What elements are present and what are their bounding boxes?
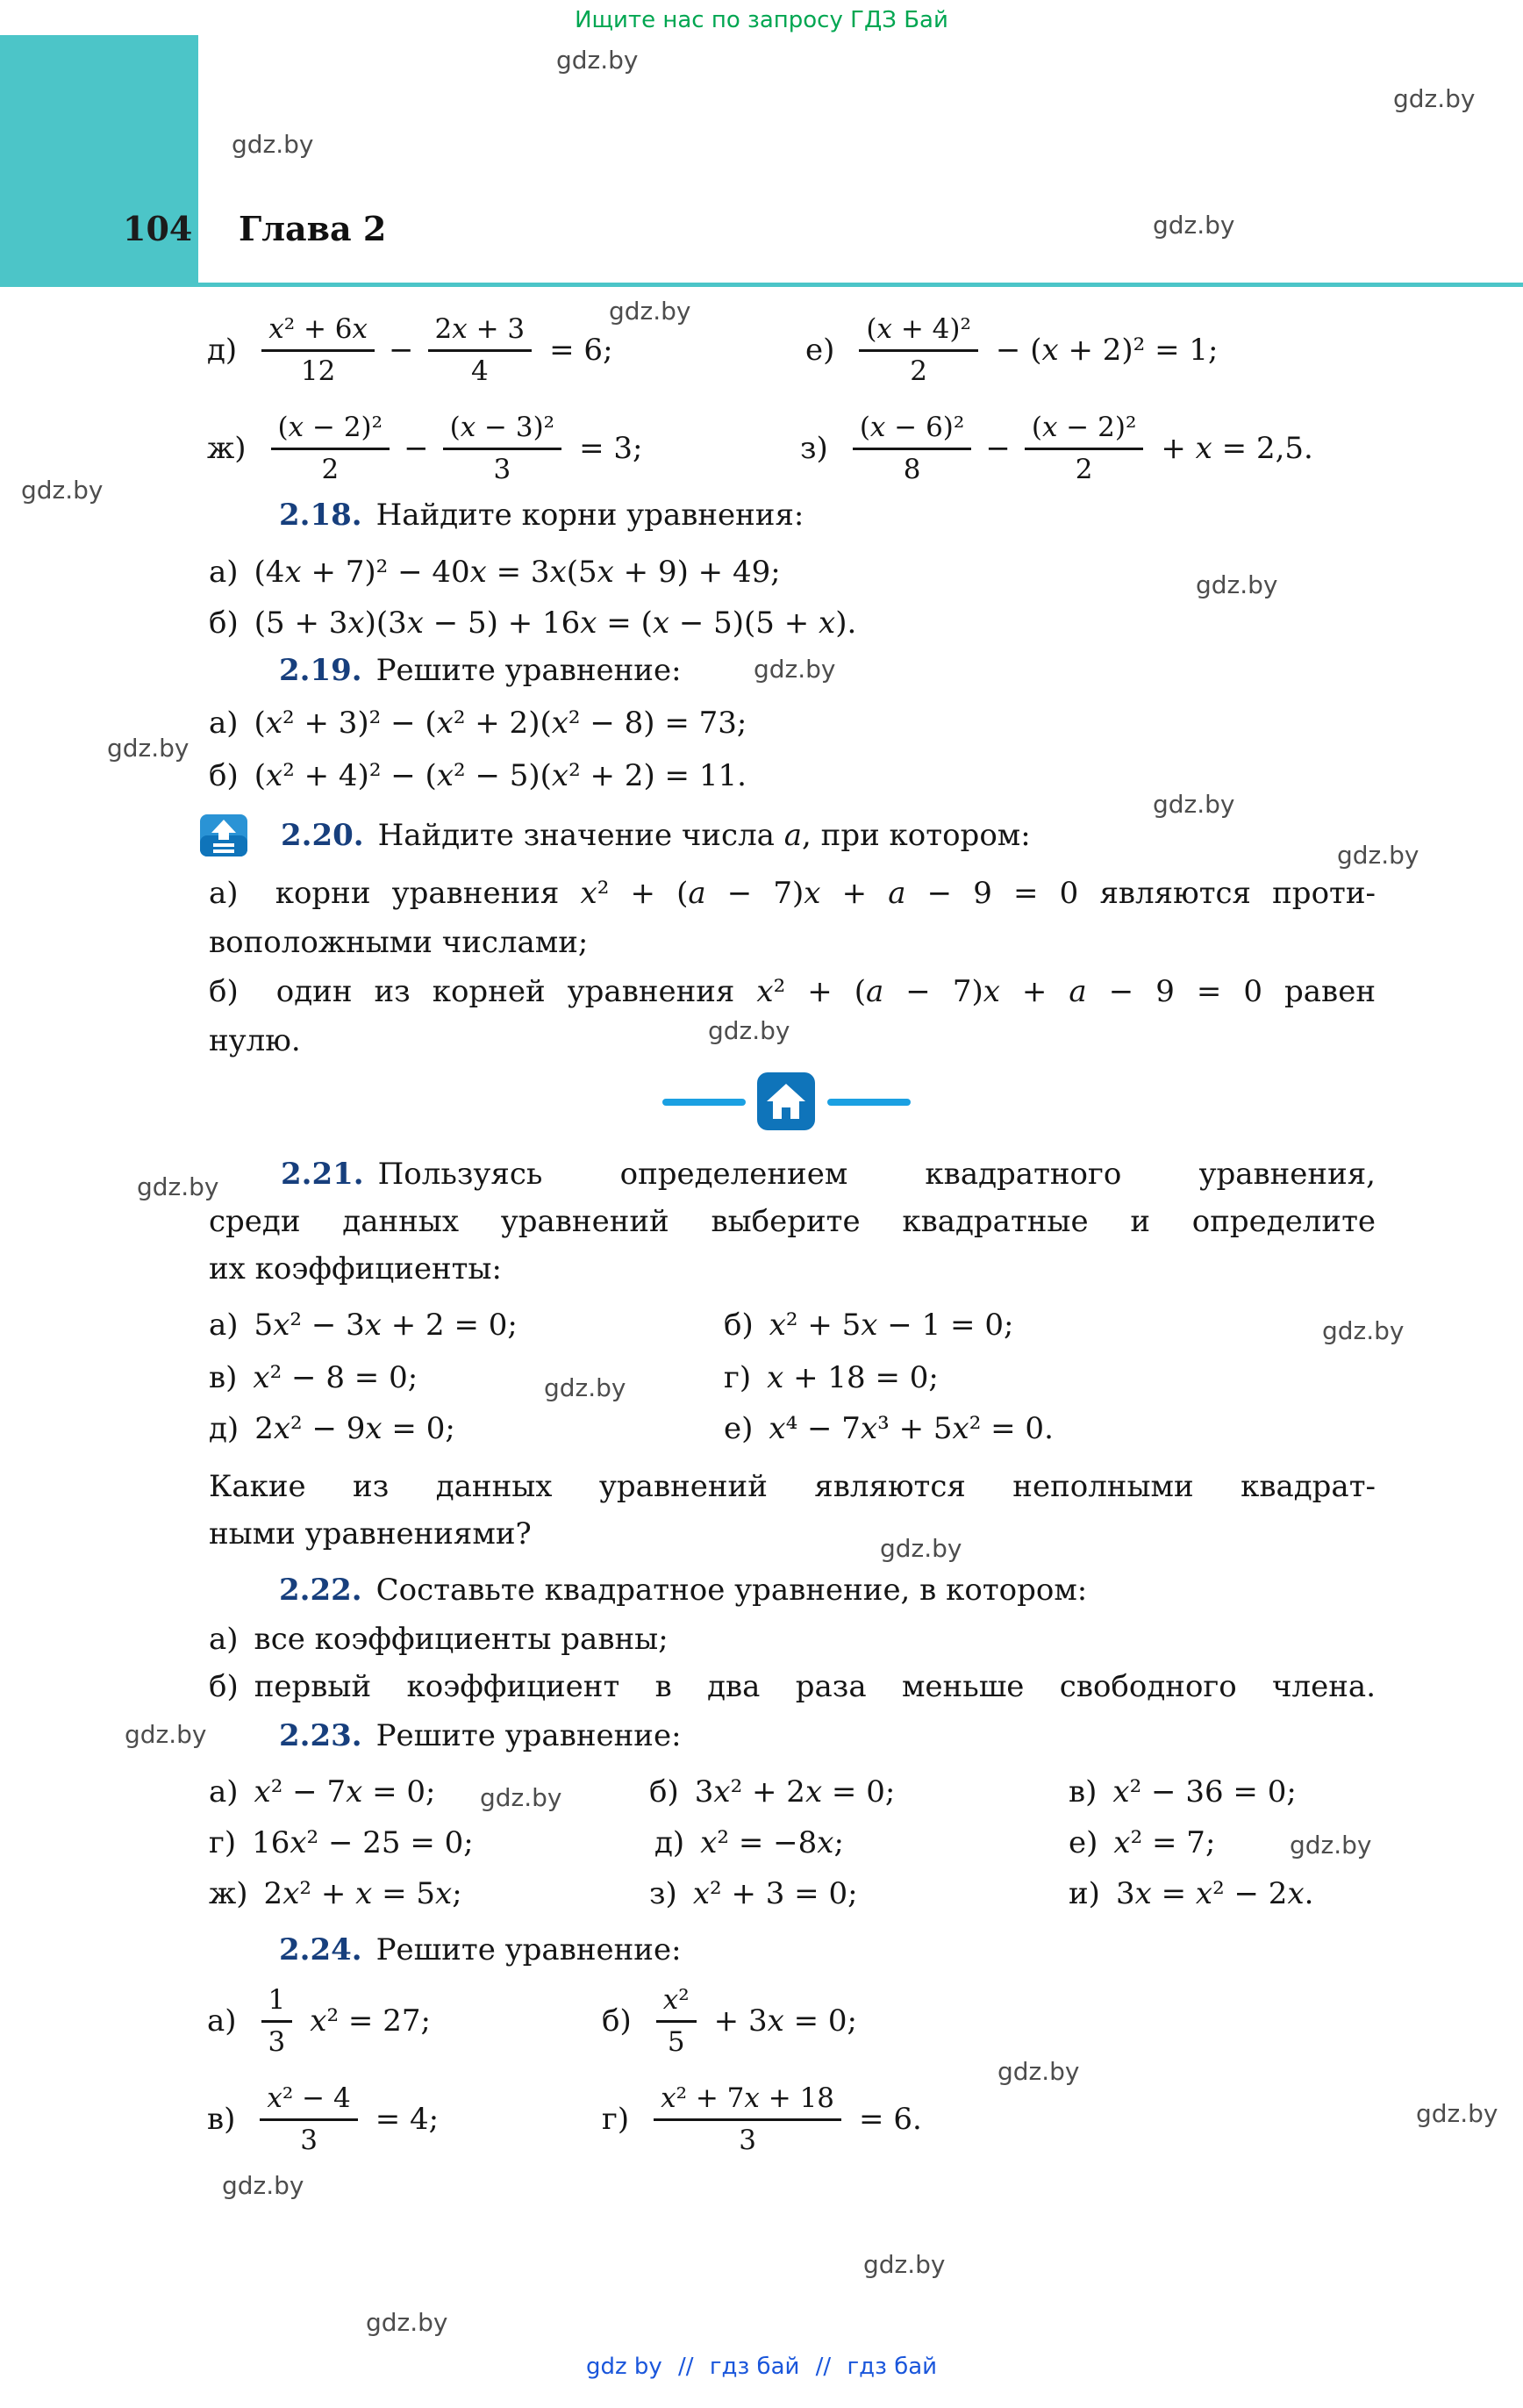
equation-e [805, 312, 1219, 389]
problem-222-b: б) первый коэффициент в два раза меньше свободного члена. [209, 1669, 1376, 1704]
problem-220-b-line2: нулю. [209, 1023, 301, 1058]
problem-221-a: а) 5x² − 3x + 2 = 0; [209, 1308, 518, 1343]
watermark-text: gdz.by [1153, 211, 1235, 240]
page-number: 104 [123, 209, 193, 248]
watermark-text: gdz.by [997, 2057, 1080, 2086]
footer-link-gdz-bai-2[interactable]: гдз бай [847, 2354, 938, 2380]
item-label: е) [805, 333, 835, 369]
header-rule [0, 283, 1523, 287]
watermark-text: gdz.by [556, 46, 639, 75]
equation-tail: x² = 27; [310, 2003, 431, 2039]
problem-221-v: в) x² − 8 = 0; [209, 1360, 418, 1395]
item-label: б) [209, 1669, 239, 1704]
item-label: в) [1069, 1774, 1098, 1810]
watermark-text: gdz.by [366, 2308, 448, 2337]
operator: − [404, 431, 429, 467]
equation-tail: = 4; [375, 2102, 440, 2138]
equation-tail: − (x + 2)² = 1; [995, 333, 1219, 369]
problem-222-a: а) все коэффициенты равны; [209, 1622, 669, 1657]
problem-219-title: 2.19. Решите уравнение: [279, 653, 682, 688]
problem-223-z: з) x² + 3 = 0; [649, 1876, 858, 1911]
fraction: $\frac{2x + 3}{4}$ [428, 312, 533, 389]
watermark-text: gdz.by [125, 1720, 207, 1749]
problem-220-b-line1: б) один из корней уравнения x² + (a − 7)x + a − 9 = 0 равен [209, 974, 1376, 1009]
item-label: д) [207, 333, 238, 369]
item-label: з) [649, 1876, 677, 1911]
footer-link-gdz-bai-1[interactable]: гдз бай [709, 2354, 800, 2380]
problem-220-a-line2: воположными числами; [209, 925, 589, 960]
footer-links [586, 2354, 937, 2380]
fraction: $\frac{\text{(x − 2)²}}{2}$ [271, 411, 390, 487]
problem-number: 2.22. [279, 1573, 362, 1608]
problem-221-line2: среди данных уравнений выберите квадратные и определите [209, 1204, 1376, 1239]
watermark-text: gdz.by [754, 655, 836, 684]
watermark-text: gdz.by [1416, 2099, 1498, 2128]
footer-link-gdz-by[interactable]: gdz by [585, 2354, 662, 2380]
problem-221-line1: 2.21. Пользуясь определением квадратного уравнения, [281, 1157, 1376, 1192]
problem-220-a-line1: а) корни уравнения x² + (a − 7)x + a − 9 = 0 являются проти- [209, 876, 1376, 911]
watermark-text: gdz.by [1393, 84, 1476, 113]
problem-221-b: б) x² + 5x − 1 = 0; [724, 1308, 1014, 1343]
problem-220-title: 2.20. Найдите значение числа a, при котором: [281, 818, 1031, 853]
divider-line-right [827, 1099, 911, 1106]
watermark-text: gdz.by [544, 1373, 626, 1402]
operator: − [389, 333, 414, 369]
problem-223-d: д) x² = −8x; [654, 1825, 844, 1860]
equation-tail: + 3x = 0; [713, 2003, 857, 2039]
problem-223-e: е) x² = 7; [1069, 1825, 1216, 1860]
watermark-text: gdz.by [107, 734, 189, 763]
equation-z [800, 411, 1313, 487]
item-label: а) [209, 555, 239, 590]
problem-number: 2.21. [281, 1157, 364, 1192]
chapter-title: Глава 2 [239, 209, 387, 248]
footer-separator: // [815, 2354, 832, 2380]
problem-223-g: г) 16x² − 25 = 0; [209, 1825, 474, 1860]
problem-number: 2.24. [279, 1932, 362, 1967]
watermark-text: gdz.by [480, 1783, 562, 1812]
problem-221-d: д) 2x² − 9x = 0; [209, 1411, 455, 1446]
watermark-text: gdz.by [1290, 1831, 1372, 1860]
item-label: ж) [207, 431, 247, 467]
watermark-text: gdz.by [708, 1016, 790, 1045]
problem-221-line3: их коэффициенты: [209, 1251, 502, 1286]
footer-separator: // [678, 2354, 694, 2380]
fraction: $\frac{\text{x²}}{5}$ [656, 1983, 697, 2060]
problem-number: 2.18. [279, 498, 362, 533]
watermark-text: gdz.by [1153, 790, 1235, 819]
problem-number: 2.23. [279, 1718, 362, 1753]
problem-221-question-line2: ными уравнениями? [209, 1516, 532, 1552]
equation-tail: = 6. [859, 2102, 922, 2138]
problem-223-title: 2.23. Решите уравнение: [279, 1718, 682, 1753]
equation-tail: = 3; [579, 431, 643, 467]
watermark-text: gdz.by [232, 130, 314, 159]
fraction: $\frac{1}{3}$ [261, 1983, 293, 2060]
item-label: б) [724, 1308, 754, 1343]
item-label: е) [724, 1411, 754, 1446]
watermark-text: gdz.by [880, 1534, 962, 1563]
equation-tail: + x = 2,5. [1161, 431, 1313, 467]
watermark-text: gdz.by [21, 476, 104, 505]
problem-219-a: а) (x² + 3)² − (x² + 2)(x² − 8) = 73; [209, 706, 747, 741]
equation-d [207, 312, 613, 389]
problem-221-e: е) x⁴ − 7x³ + 5x² = 0. [724, 1411, 1054, 1446]
problem-221-g: г) x + 18 = 0; [724, 1360, 939, 1395]
item-label: в) [209, 1360, 238, 1395]
divider-line-left [662, 1099, 746, 1106]
problem-218-a: а) (4x + 7)² − 40x = 3x(5x + 9) + 49; [209, 555, 781, 590]
item-label: д) [209, 1411, 240, 1446]
item-label: з) [800, 431, 828, 467]
item-label: а) [209, 706, 239, 741]
item-label: г) [724, 1360, 752, 1395]
item-label: г) [209, 1825, 237, 1860]
problem-218-title: 2.18. Найдите корни уравнения: [279, 498, 804, 533]
equation-zh [207, 411, 643, 487]
fraction: $\frac{\text{(x − 2)²}}{2}$ [1025, 411, 1144, 487]
item-label: б) [649, 1774, 679, 1810]
problem-223-b: б) 3x² + 2x = 0; [649, 1774, 896, 1810]
item-label: и) [1069, 1876, 1100, 1911]
problem-224-title: 2.24. Решите уравнение: [279, 1932, 682, 1967]
item-label: е) [1069, 1825, 1098, 1860]
item-label: б) [209, 758, 239, 793]
item-label: д) [654, 1825, 685, 1860]
item-label: а) [209, 1622, 239, 1657]
watermark-text: gdz.by [609, 297, 691, 326]
problem-222-title: 2.22. Составьте квадратное уравнение, в котором: [279, 1573, 1088, 1608]
watermark-text: gdz.by [1337, 841, 1419, 870]
fraction: $\frac{\text{x² + 7x + 18}}{3}$ [654, 2082, 841, 2158]
item-label: в) [207, 2102, 236, 2138]
top-banner: Ищите нас по запросу ГДЗ Бай [575, 7, 948, 33]
item-label: г) [602, 2102, 630, 2138]
item-label: б) [602, 2003, 632, 2039]
watermark-text: gdz.by [222, 2171, 304, 2200]
equation-tail: = 6; [549, 333, 613, 369]
item-label: ж) [209, 1876, 248, 1911]
problem-number: 2.19. [279, 653, 362, 688]
problem-224-v [207, 2082, 439, 2158]
problem-number: 2.20. [281, 818, 364, 853]
item-label: а) [209, 1308, 239, 1343]
fraction: $\frac{\text{(x − 6)²}}{8}$ [853, 411, 972, 487]
watermark-text: gdz.by [1322, 1316, 1405, 1345]
watermark-text: gdz.by [863, 2250, 946, 2279]
problem-223-a: а) x² − 7x = 0; [209, 1774, 436, 1810]
problem-219-b: б) (x² + 4)² − (x² − 5)(x² + 2) = 11. [209, 758, 747, 793]
item-label: б) [209, 974, 239, 1009]
problem-223-v: в) x² − 36 = 0; [1069, 1774, 1297, 1810]
problem-221-question-line1: Какие из данных уравнений являются неполными квадрат- [209, 1469, 1376, 1504]
problem-224-b [602, 1983, 857, 2060]
problem-224-g [602, 2082, 922, 2158]
watermark-text: gdz.by [1196, 570, 1278, 599]
fraction: $\frac{\text{(x + 4)²}}{2}$ [859, 312, 978, 389]
home-icon [757, 1072, 815, 1130]
item-label: а) [209, 876, 239, 911]
problem-223-i: и) 3x = x² − 2x. [1069, 1876, 1314, 1911]
problem-223-zh: ж) 2x² + x = 5x; [209, 1876, 462, 1911]
watermark-text: gdz.by [137, 1172, 219, 1201]
problem-218-b: б) (5 + 3x)(3x − 5) + 16x = (x − 5)(5 + x). [209, 606, 857, 641]
item-label: б) [209, 606, 239, 641]
item-label: а) [209, 1774, 239, 1810]
fraction: $\frac{\text{x² + 6x}}{12}$ [261, 312, 375, 389]
problem-224-a [207, 1983, 431, 2060]
fraction: $\frac{\text{x² − 4}}{3}$ [260, 2082, 357, 2158]
fraction: $\frac{\text{(x − 3)²}}{3}$ [443, 411, 562, 487]
operator: − [985, 431, 1011, 467]
item-label: а) [207, 2003, 237, 2039]
